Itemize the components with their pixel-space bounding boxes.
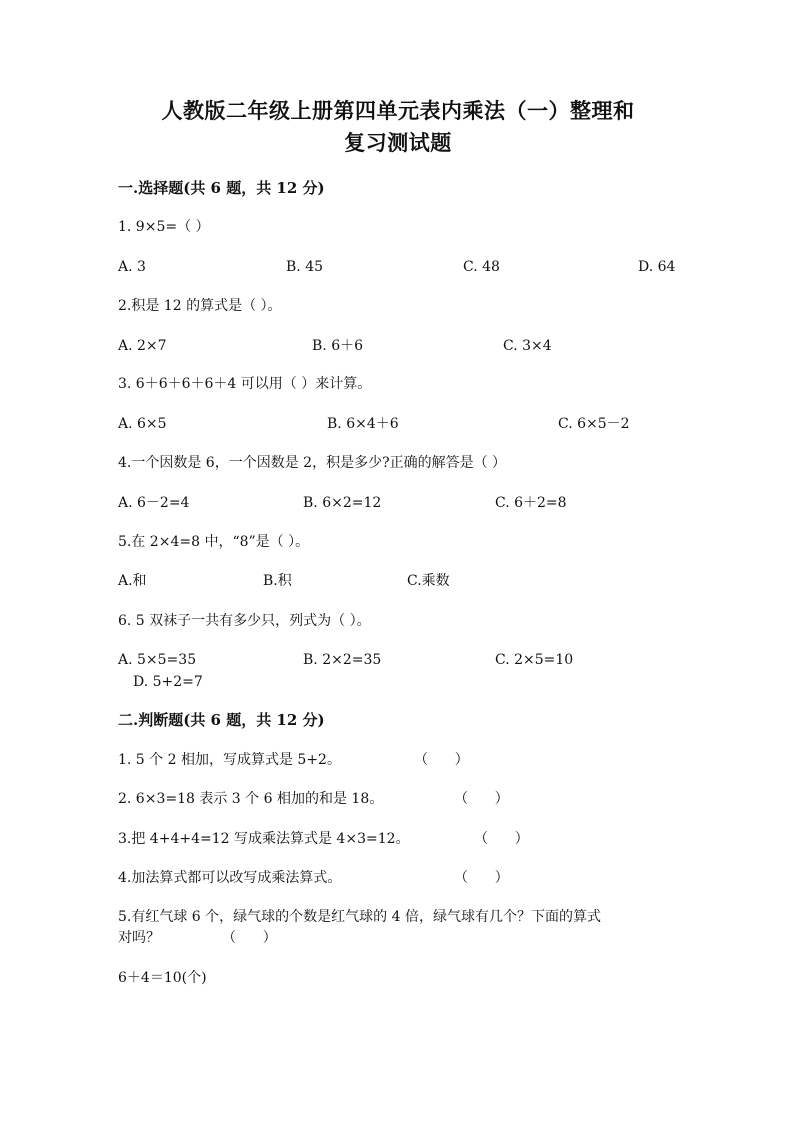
judge-1-answer-paren: （ ） [414,752,469,768]
q6-option-d: D. 5+2=7 [133,674,203,690]
q5-option-b: B.积 [263,573,292,589]
choice-question-1: 1. 9×5=（ ） [118,219,210,235]
q6-option-a: A. 5×5=35 [118,652,197,668]
q5-option-c: C.乘数 [407,573,450,589]
judge-question-2: 2. 6×3=18 表示 3 个 6 相加的和是 18。 [118,791,384,807]
q1-option-c: C. 48 [463,259,500,275]
choice-question-5: 5.在 2×4=8 中，“8”是（ ）。 [118,534,310,550]
q4-option-a: A. 6－2=4 [118,495,190,511]
choice-question-3: 3. 6＋6＋6＋6＋4 可以用（ ）来计算。 [118,376,372,392]
q6-option-c: C. 2×5=10 [495,652,574,668]
choice-question-6: 6. 5 双袜子一共有多少只，列式为（ ）。 [118,613,371,629]
judge-question-5-line2: 对吗？ [118,930,160,946]
q1-option-d: D. 64 [638,259,676,275]
judge-5-answer-paren: （ ） [222,930,277,946]
judge-5-formula: 6＋4＝10(个) [118,970,207,986]
q4-option-b: B. 6×2=12 [303,495,382,511]
q3-option-c: C. 6×5－2 [558,416,630,432]
judge-3-answer-paren: （ ） [474,831,529,847]
q2-option-a: A. 2×7 [118,338,167,354]
section-heading-choice: 一.选择题(共 6 题，共 12 分) [118,179,325,197]
judge-question-1: 1. 5 个 2 相加，写成算式是 5+2。 [118,752,341,768]
q3-option-b: B. 6×4＋6 [327,416,399,432]
q1-option-a: A. 3 [118,259,146,275]
page-title-line2: 复习测试题 [344,130,452,155]
judge-question-4: 4.加法算式都可以改写成乘法算式。 [118,870,342,886]
judge-4-answer-paren: （ ） [454,870,509,886]
q4-option-c: C. 6＋2=8 [495,495,567,511]
choice-question-2: 2.积是 12 的算式是（ ）。 [118,298,282,314]
q5-option-a: A.和 [118,573,147,589]
page-title-line1: 人教版二年级上册第四单元表内乘法（一）整理和 [161,98,635,123]
choice-question-4: 4.一个因数是 6，一个因数是 2，积是多少?正确的解答是（ ） [118,455,507,471]
section-heading-judgement: 二.判断题(共 6 题，共 12 分) [118,711,325,729]
judge-2-answer-paren: （ ） [454,791,509,807]
q2-option-b: B. 6＋6 [312,338,364,354]
q2-option-c: C. 3×4 [503,338,552,354]
q3-option-a: A. 6×5 [118,416,167,432]
q6-option-b: B. 2×2=35 [303,652,382,668]
q1-option-b: B. 45 [286,259,324,275]
judge-question-5-line1: 5.有红气球 6 个，绿气球的个数是红气球的 4 倍，绿气球有几个？下面的算式 [118,909,601,925]
judge-question-3: 3.把 4+4+4=12 写成乘法算式是 4×3=12。 [118,831,410,847]
